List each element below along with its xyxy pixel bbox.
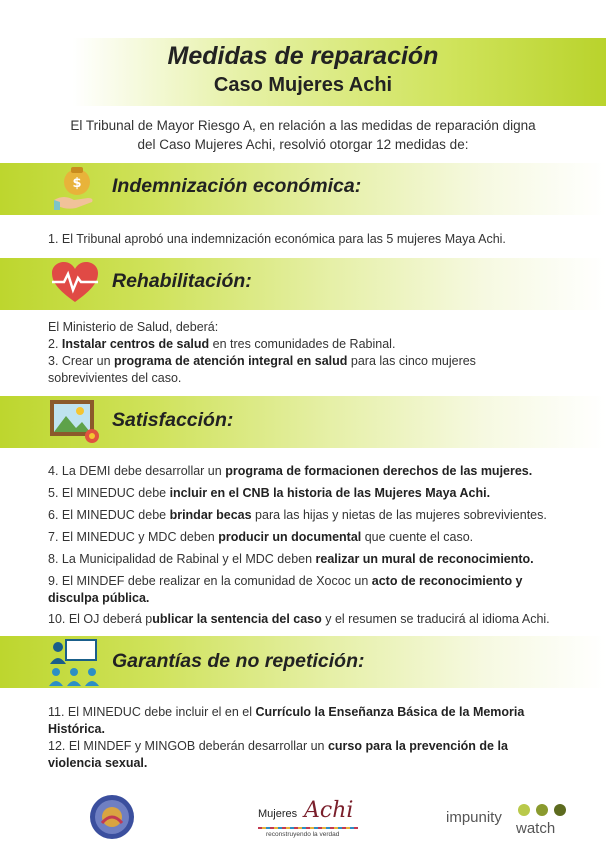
list-item-3-continued: sobrevivientes del caso. xyxy=(48,371,182,385)
logo-pattern-stripe xyxy=(258,827,358,829)
intro-line-1: El Tribunal de Mayor Riesgo A, en relación a las medidas de reparación digna xyxy=(70,118,536,133)
svg-text:$: $ xyxy=(72,176,82,191)
impunity-watch-logo xyxy=(446,800,576,840)
mujeres-achi-logo xyxy=(258,800,368,840)
logo-word-watch: watch xyxy=(516,820,556,837)
logo-word-impunity: impunity xyxy=(446,809,502,826)
intro-line-2: del Caso Mujeres Achi, resolvió otorgar 12 medidas de: xyxy=(137,137,469,152)
section-title-indemnizacion: Indemnización económica: xyxy=(112,175,362,197)
money-hand-icon xyxy=(50,164,102,214)
logo-dots-icon xyxy=(516,802,572,818)
list-item-12: 12. El MINDEF y MINGOB deberán desarrollar un curso para la prevención de la violencia sexual. xyxy=(48,739,508,770)
seal-logo xyxy=(88,793,136,841)
list-item-4: 4. La DEMI debe desarrollar un programa de formacionen derechos de las mujeres. xyxy=(48,464,533,478)
page-title: Medidas de reparación xyxy=(167,42,439,70)
section-title-garantias: Garantías de no repetición: xyxy=(112,650,365,672)
section-title-satisfaccion: Satisfacción: xyxy=(112,409,234,431)
logo-tagline: reconstruyendo la verdad xyxy=(266,831,340,838)
rehab-intro: El Ministerio de Salud, deberá: xyxy=(48,320,219,334)
list-item-7: 7. El MINEDUC y MDC deben producir un documental que cuente el caso. xyxy=(48,530,474,544)
list-item-5: 5. El MINEDUC debe incluir en el CNB la historia de las Mujeres Maya Achi. xyxy=(48,486,491,500)
logo-word-mujeres: Mujeres xyxy=(258,808,298,820)
audience-presentation-icon xyxy=(46,638,102,690)
list-item-8: 8. La Municipalidad de Rabinal y el MDC deben realizar un mural de reconocimiento. xyxy=(48,552,534,566)
list-item-10: 10. El OJ deberá publicar la sentencia del caso y el resumen se traducirá al idioma Achi. xyxy=(48,612,550,626)
list-item-11: 11. El MINEDUC debe incluir el en el Currículo la Enseñanza Básica de la Memoria Histórica. xyxy=(48,705,525,736)
list-item-1 xyxy=(48,231,593,248)
section-title-rehabilitacion: Rehabilitación: xyxy=(112,270,252,292)
list-item-6: 6. El MINEDUC debe brindar becas para las hijas y nietas de las mujeres sobrevivientes. xyxy=(48,508,547,522)
intro-paragraph xyxy=(0,116,606,154)
heart-pulse-icon xyxy=(50,260,100,306)
list-item-9: 9. El MINDEF debe realizar en la comunidad de Xococ un acto de reconocimiento y disculpa pública. xyxy=(48,574,523,605)
list-item-2: 2. Instalar centros de salud en tres comunidades de Rabinal. xyxy=(48,337,396,351)
landscape-picture-icon xyxy=(48,398,102,446)
section-body-rehabilitacion xyxy=(48,319,593,387)
list-item-text: 1. El Tribunal aprobó una indemnización económica para las 5 mujeres Maya Achi. xyxy=(48,232,506,246)
page-subtitle: Caso Mujeres Achi xyxy=(213,74,393,96)
logo-word-achi: Achi xyxy=(304,798,354,823)
list-item-3: 3. Crear un programa de atención integral en salud para las cinco mujeres xyxy=(48,354,476,368)
